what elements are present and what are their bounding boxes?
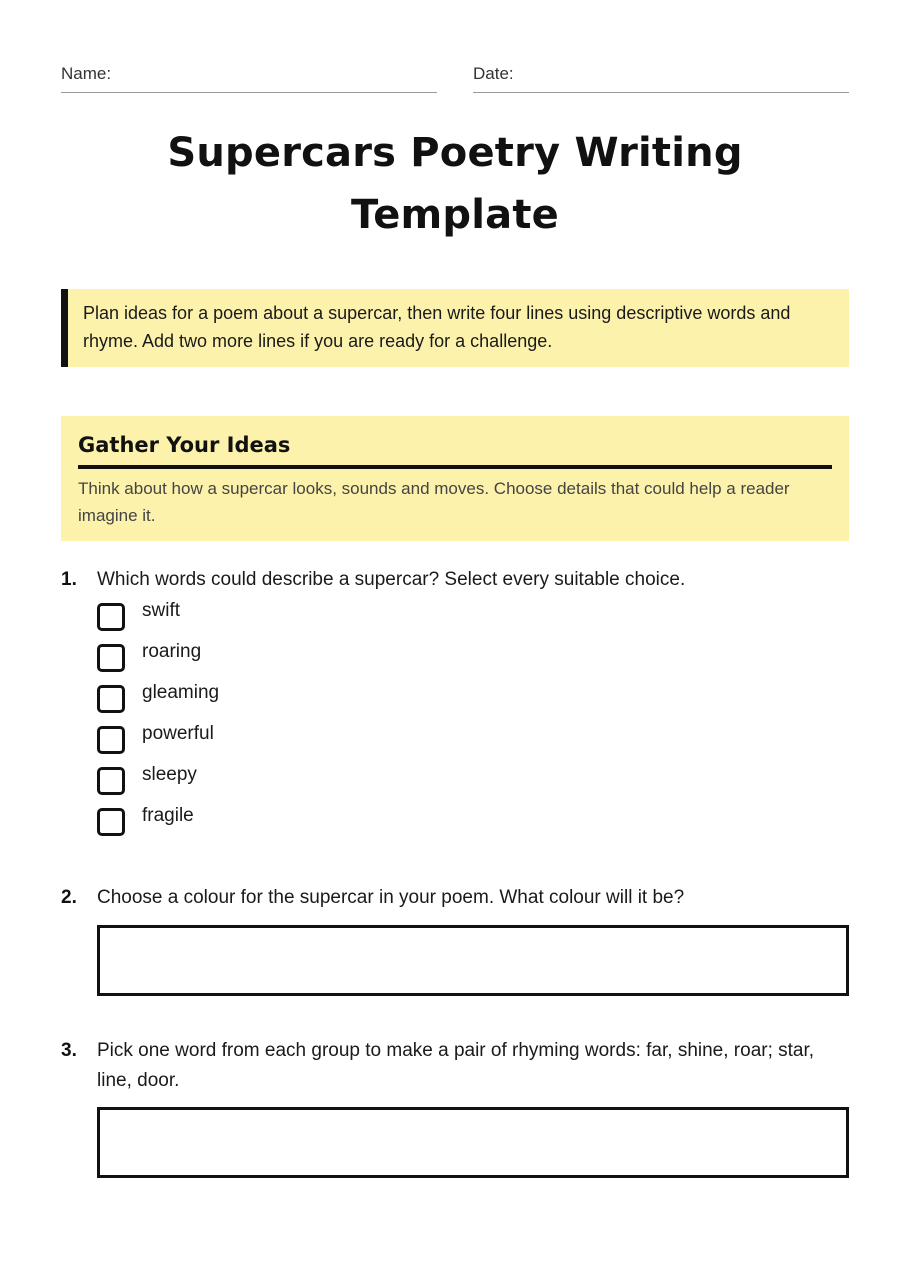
section-heading: Gather Your Ideas — [78, 430, 832, 469]
question-number: 1. — [61, 569, 77, 590]
checkbox[interactable] — [97, 644, 125, 672]
colour-answer-box[interactable] — [97, 925, 849, 996]
name-input[interactable] — [121, 60, 437, 90]
option-label: sleepy — [142, 764, 197, 785]
checkbox[interactable] — [97, 603, 125, 631]
name-field[interactable] — [61, 60, 437, 93]
checkbox[interactable] — [97, 685, 125, 713]
option-roaring[interactable] — [97, 636, 397, 677]
date-field[interactable] — [473, 60, 849, 93]
question-text: Which words could describe a supercar? Select every suitable choice. — [97, 569, 686, 590]
option-gleaming[interactable] — [97, 677, 397, 718]
date-label: Date: — [473, 64, 514, 83]
rhyme-answer-input[interactable] — [100, 1110, 846, 1175]
page-title: Supercars Poetry Writing Template — [167, 130, 743, 238]
option-label: swift — [142, 600, 180, 621]
checkbox[interactable] — [97, 726, 125, 754]
name-label: Name: — [61, 64, 112, 83]
rhyme-answer-box[interactable] — [97, 1107, 849, 1178]
checkbox[interactable] — [97, 808, 125, 836]
word-options — [97, 595, 397, 841]
name-date-row — [61, 60, 849, 92]
intro-callout: Plan ideas for a poem about a supercar, then write four lines using descriptive words and rhyme. Add two more lines if you are ready for a challenge. — [61, 289, 849, 367]
question-text: Choose a colour for the supercar in your poem. What colour will it be? — [97, 887, 685, 908]
question-number: 3. — [61, 1040, 77, 1061]
option-fragile[interactable] — [97, 800, 397, 841]
option-label: gleaming — [142, 682, 220, 703]
option-swift[interactable] — [97, 595, 397, 636]
colour-answer-input[interactable] — [100, 928, 846, 993]
question-text: Pick one word from each group to make a pair of rhyming words: far, shine, roar; star, line, door. — [97, 1040, 815, 1091]
checkbox[interactable] — [97, 767, 125, 795]
gather-ideas-section — [61, 416, 849, 541]
section-description: Think about how a supercar looks, sounds and moves. Choose details that could help a reader imagine it. — [78, 479, 790, 525]
option-powerful[interactable] — [97, 718, 397, 759]
option-label: fragile — [142, 805, 194, 826]
question-number: 2. — [61, 887, 77, 908]
option-sleepy[interactable] — [97, 759, 397, 800]
option-label: roaring — [142, 641, 202, 662]
option-label: powerful — [142, 723, 214, 744]
date-input[interactable] — [533, 60, 849, 90]
